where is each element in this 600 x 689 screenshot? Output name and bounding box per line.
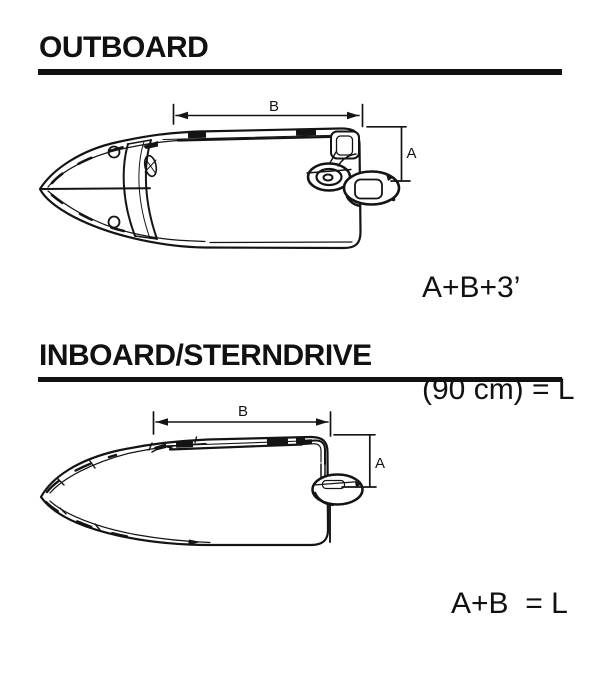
inboard-a-label: A — [375, 455, 386, 472]
outboard-boat-drawing — [40, 128, 399, 248]
outboard-formula-line-2: (90 cm) = L — [422, 373, 575, 406]
outboard-cowl-dot — [392, 198, 396, 202]
inboard-bracket-blob — [299, 439, 312, 445]
inboard-hull-outline — [41, 437, 328, 545]
outboard-formula-line-1: A+B+3’ — [422, 271, 521, 304]
inboard-dimension-b — [154, 403, 331, 436]
inboard-b-label: B — [238, 403, 249, 420]
inboard-cleat-left — [176, 441, 193, 448]
inboard-b-arrow-left — [156, 418, 168, 425]
inboard-formula-line-1: A+B = L — [451, 587, 568, 620]
inboard-formula — [451, 519, 568, 689]
outboard-heading: OUTBOARD — [39, 31, 209, 64]
outboard-b-arrow-right — [347, 112, 359, 119]
inboard-cleat-right — [267, 438, 288, 446]
outboard-cleat-left — [188, 131, 206, 138]
outboard-centerline — [42, 188, 150, 189]
outboard-dimension-b — [174, 98, 363, 127]
outboard-b-arrow-left — [176, 112, 188, 119]
inboard-b-arrow-right — [316, 418, 328, 425]
outboard-b-label: B — [269, 98, 280, 115]
outboard-a-label: A — [406, 145, 417, 162]
inboard-boat-drawing — [41, 437, 363, 545]
outboard-formula — [422, 203, 575, 475]
inboard-sterndrive-heading: INBOARD/STERNDRIVE — [39, 339, 372, 372]
outboard-cleat-right — [296, 128, 316, 136]
outboard-stern-inner-line — [210, 242, 352, 243]
